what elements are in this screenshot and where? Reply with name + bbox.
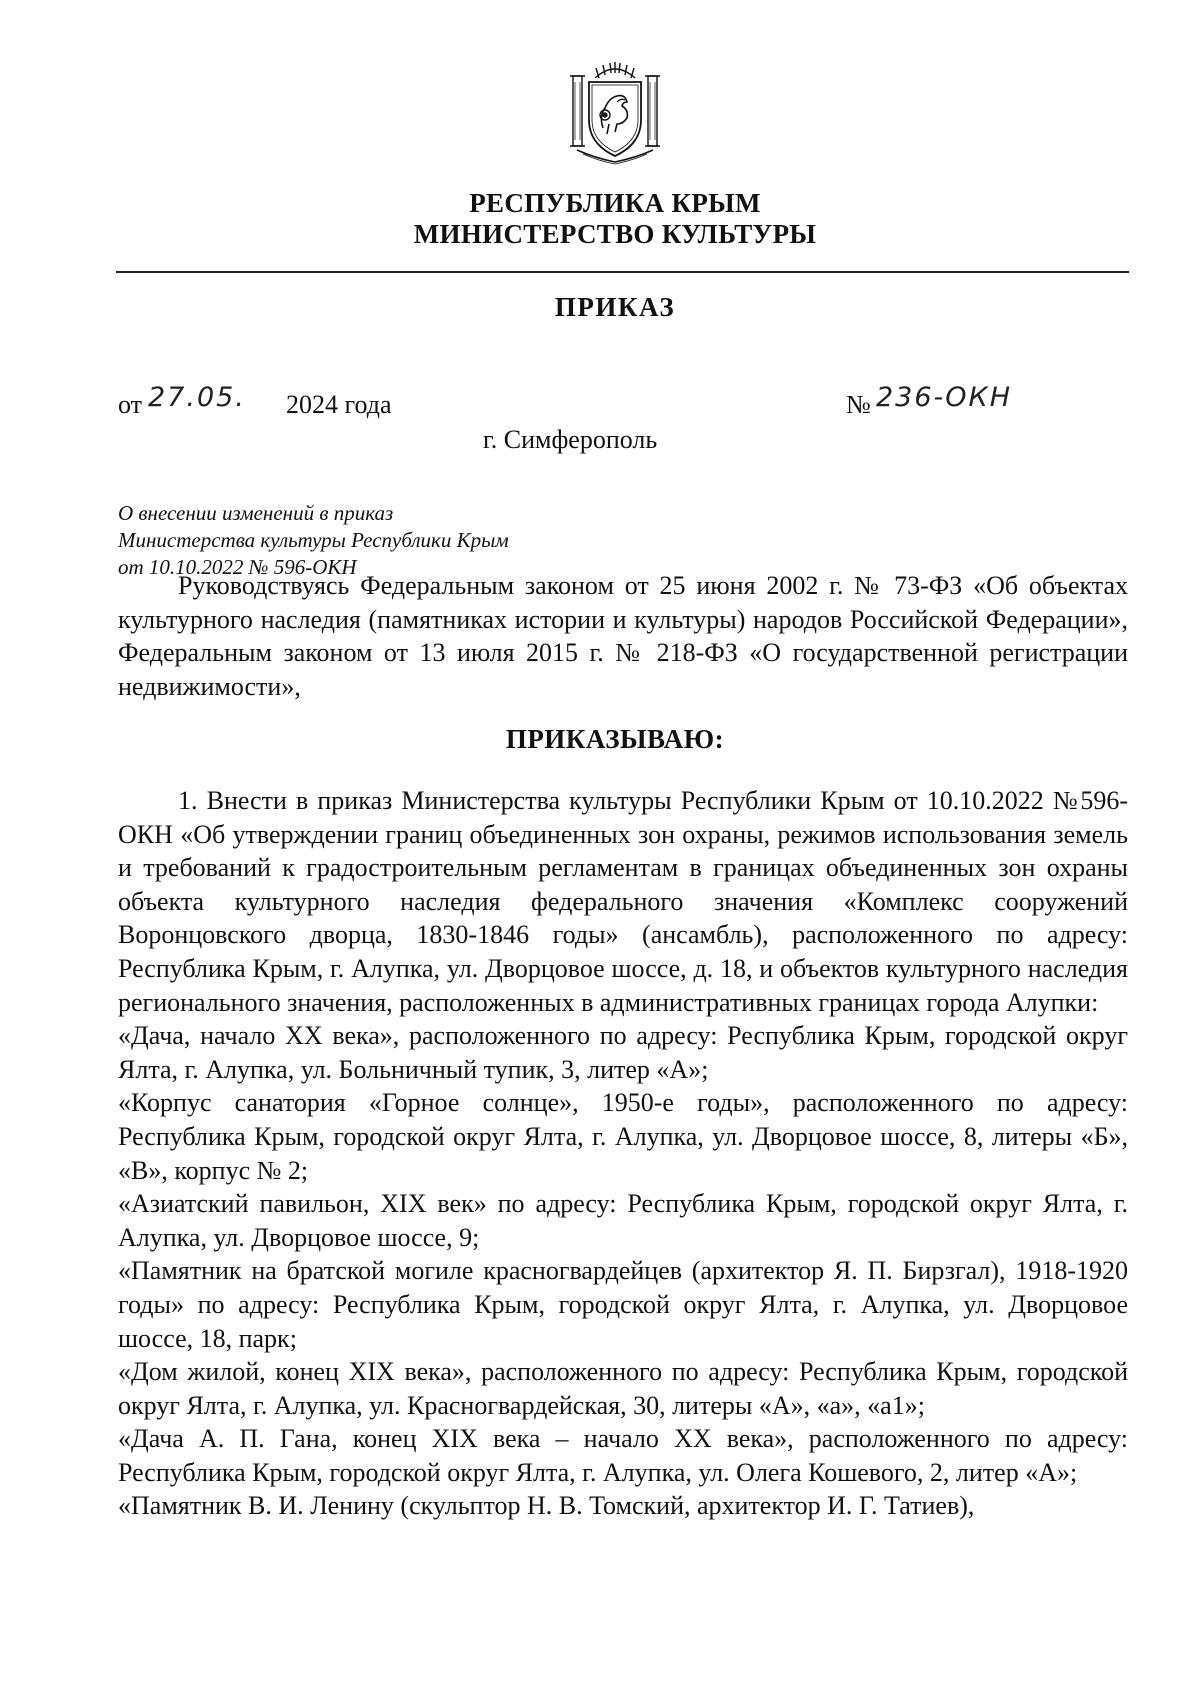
object-list-item: «Корпус санатория «Горное солнце», 1950-е годы», расположенного по адресу: Республика Крым, городской округ Ялта, г. Алупка, ул. Дворцовое шоссе, 8, литеры «Б», «В», корпус № 2; bbox=[118, 1088, 1128, 1185]
header-divider bbox=[116, 271, 1129, 273]
subject-line: Министерства культуры Республики Крым bbox=[118, 528, 509, 552]
order-items bbox=[118, 784, 1128, 1523]
date-prefix: от bbox=[118, 390, 143, 419]
preamble-text: Руководствуясь Федеральным законом от 25 июня 2002 г. № 73-ФЗ «Об объектах культурного наследия (памятниках истории и культуры) народов Российской Федерации», Федеральным законом от 13 июля 2015 г. № 218-ФЗ «О государственной регистрации недвижимости», bbox=[118, 571, 1128, 701]
object-list-item: «Дача, начало XX века», расположенного по адресу: Республика Крым, городской округ Ялта, г. Алупка, ул. Больничный тупик, 3, литер «А»; bbox=[118, 1021, 1128, 1084]
item1-intro: 1. Внести в приказ Министерства культуры Республики Крым от 10.10.2022 №596-ОКН «Об утверждении границ объединенных зон охраны, режимов использования земель и требований к градостроительным регламентам в границах объединенных зон охраны объекта культурного наследия федерального значения «Комплекс сооружений Воронцовского дворца, 1830-1846 годы» (ансамбль), расположенного по адресу: Республика Крым, г. Алупка, ул. Дворцовое шоссе, д. 18, и объектов культурного наследия регионального значения, расположенных в административных границах города Алупки: bbox=[118, 786, 1128, 1017]
handwritten-date: 27.05. bbox=[148, 382, 246, 413]
subject-line: от 10.10.2022 № 596-ОКН bbox=[118, 555, 357, 579]
header-ministry: МИНИСТЕРСТВО КУЛЬТУРЫ bbox=[413, 219, 817, 249]
subject-line: О внесении изменений в приказ bbox=[118, 501, 394, 525]
object-list-item: «Дом жилой, конец XIX века», расположенного по адресу: Республика Крым, городской округ Ялта, г. Алупка, ул. Красногвардейская, 30, литеры «А», «а», «а1»; bbox=[118, 1357, 1128, 1420]
order-word: ПРИКАЗЫВАЮ: bbox=[505, 724, 725, 754]
header-republic: РЕСПУБЛИКА КРЫМ bbox=[469, 188, 761, 218]
preamble-paragraph bbox=[118, 569, 1128, 703]
object-list-item: «Азиатский павильон, XIX век» по адресу: Республика Крым, городской округ Ялта, г. Алупка, ул. Дворцовое шоссе, 9; bbox=[118, 1189, 1128, 1252]
coat-of-arms-emblem bbox=[565, 58, 665, 166]
city: г. Симферополь bbox=[483, 425, 658, 454]
date-year: 2024 года bbox=[286, 390, 392, 419]
object-list-item: «Памятник на братской могиле красногвардейцев (архитектор Я. П. Бирзгал), 1918-1920 годы» по адресу: Республика Крым, городской округ Ялта, г. Алупка, ул. Дворцовое шоссе, 18, парк; bbox=[118, 1256, 1128, 1353]
number-prefix: № bbox=[846, 390, 871, 419]
object-list-item: «Памятник В. И. Ленину (скульптор Н. В. Томский, архитектор И. Г. Татиев), bbox=[118, 1491, 975, 1521]
handwritten-number: 236-ОКН bbox=[876, 382, 1013, 413]
object-list-item: «Дача А. П. Гана, конец XIX века – начало XX века», расположенного по адресу: Республика Крым, городской округ Ялта, г. Алупка, ул. Олега Кошевого, 2, литер «А»; bbox=[118, 1424, 1128, 1487]
document-type-title: ПРИКАЗ bbox=[554, 292, 676, 322]
